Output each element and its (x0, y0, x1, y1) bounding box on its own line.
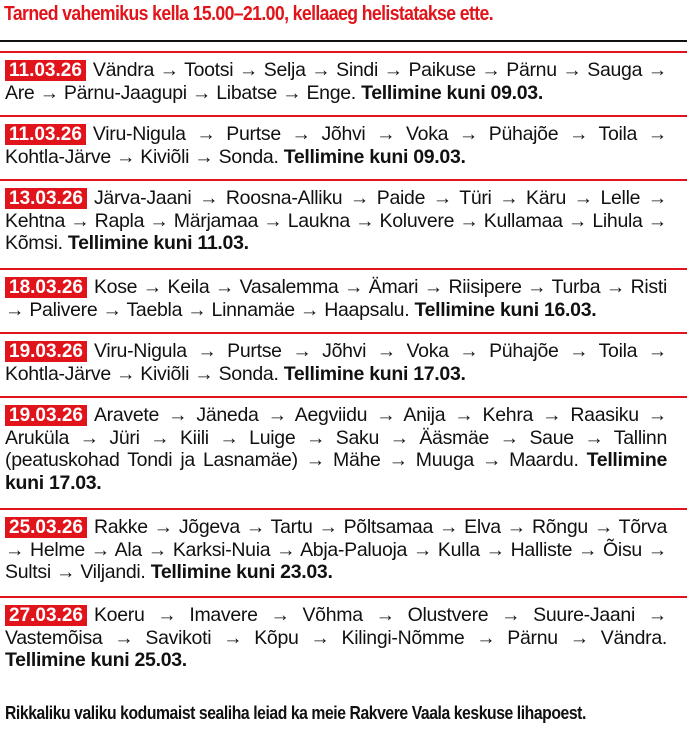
order-deadline: Tellimine kuni 09.03. (361, 81, 543, 104)
delivery-route: Koeru → Imavere → Võhma → Olustvere → Suure-Jaani → Vastemõisa → Savikoti → Kõpu → Kilingi-Nõmme → Pärnu → Vändra. (5, 604, 667, 649)
delivery-text (5, 404, 667, 494)
delivery-date-badge: 18.03.26 (5, 277, 87, 298)
block-divider (0, 179, 687, 181)
delivery-date-badge: 19.03.26 (5, 341, 87, 362)
block-divider (0, 596, 687, 598)
delivery-route: Viru-Nigula → Purtse → Jõhvi → Voka → Pühajõe → Toila → Kohtla-Järve → Kiviõli → Sonda. (5, 340, 667, 385)
order-deadline: Tellimine kuni 11.03. (67, 232, 249, 254)
order-deadline: Tellimine kuni 23.03. (150, 561, 333, 583)
order-deadline: Tellimine kuni 16.03. (414, 298, 597, 321)
delivery-date-badge: 25.03.26 (5, 517, 87, 538)
footer-note: Rikkaliku valiku kodumaist sealiha leiad ka meie Rakvere Vaala keskuse lihapoest. (5, 702, 586, 723)
block-divider (0, 332, 687, 334)
block-divider (0, 268, 687, 270)
delivery-date-badge: 11.03.26 (5, 60, 86, 81)
block-divider (0, 508, 687, 510)
order-deadline: Tellimine kuni 17.03. (5, 449, 667, 494)
block-divider (0, 51, 687, 53)
delivery-text (5, 604, 667, 672)
delivery-date-badge: 19.03.26 (5, 405, 87, 426)
delivery-route: Kose → Keila → Vasalemma → Ämari → Riisipere → Turba → Risti → Palivere → Taebla → Linnamäe → Haapsalu. (5, 276, 667, 321)
block-divider (0, 396, 687, 398)
page-title: Tarned vahemikus kella 15.00–21.00, kellaaeg helistatakse ette. (4, 2, 494, 25)
delivery-text (5, 276, 667, 321)
delivery-date-badge: 13.03.26 (5, 188, 87, 209)
delivery-route: Rakke → Jõgeva → Tartu → Põltsamaa → Elva → Rõngu → Tõrva → Helme → Ala → Karksi-Nuia → Abja-Paluoja → Kulla → Halliste → Õisu → Sultsi → Viljandi. (5, 516, 667, 583)
header-divider (0, 40, 687, 42)
delivery-text (5, 59, 667, 104)
delivery-text (5, 187, 667, 255)
delivery-text (5, 340, 667, 385)
order-deadline: Tellimine kuni 25.03. (5, 649, 187, 671)
delivery-route: Vändra → Tootsi → Selja → Sindi → Paikuse → Pärnu → Sauga → Are → Pärnu-Jaagupi → Libatse → Enge. (5, 59, 667, 104)
delivery-text (5, 123, 667, 168)
order-deadline: Tellimine kuni 09.03. (283, 145, 466, 168)
delivery-route: Järva-Jaani → Roosna-Alliku → Paide → Türi → Käru → Lelle → Kehtna → Rapla → Märjamaa → Laukna → Koluvere → Kullamaa → Lihula → Kõmsi. (5, 187, 667, 254)
block-divider (0, 115, 687, 117)
delivery-text (5, 516, 667, 584)
order-deadline: Tellimine kuni 17.03. (283, 362, 466, 385)
delivery-route: Viru-Nigula → Purtse → Jõhvi → Voka → Pühajõe → Toila → Kohtla-Järve → Kiviõli → Sonda. (5, 123, 667, 168)
delivery-date-badge: 11.03.26 (5, 124, 86, 145)
delivery-route: Aravete → Jäneda → Aegviidu → Anija → Kehra → Raasiku → Aruküla → Jüri → Kiili → Luige → Saku → Ääsmäe → Saue → Tallinn (peatuskohad Tondi ja Lasnamäe) → Mähe → Muuga → Maardu. (5, 404, 667, 471)
delivery-date-badge: 27.03.26 (5, 605, 87, 626)
